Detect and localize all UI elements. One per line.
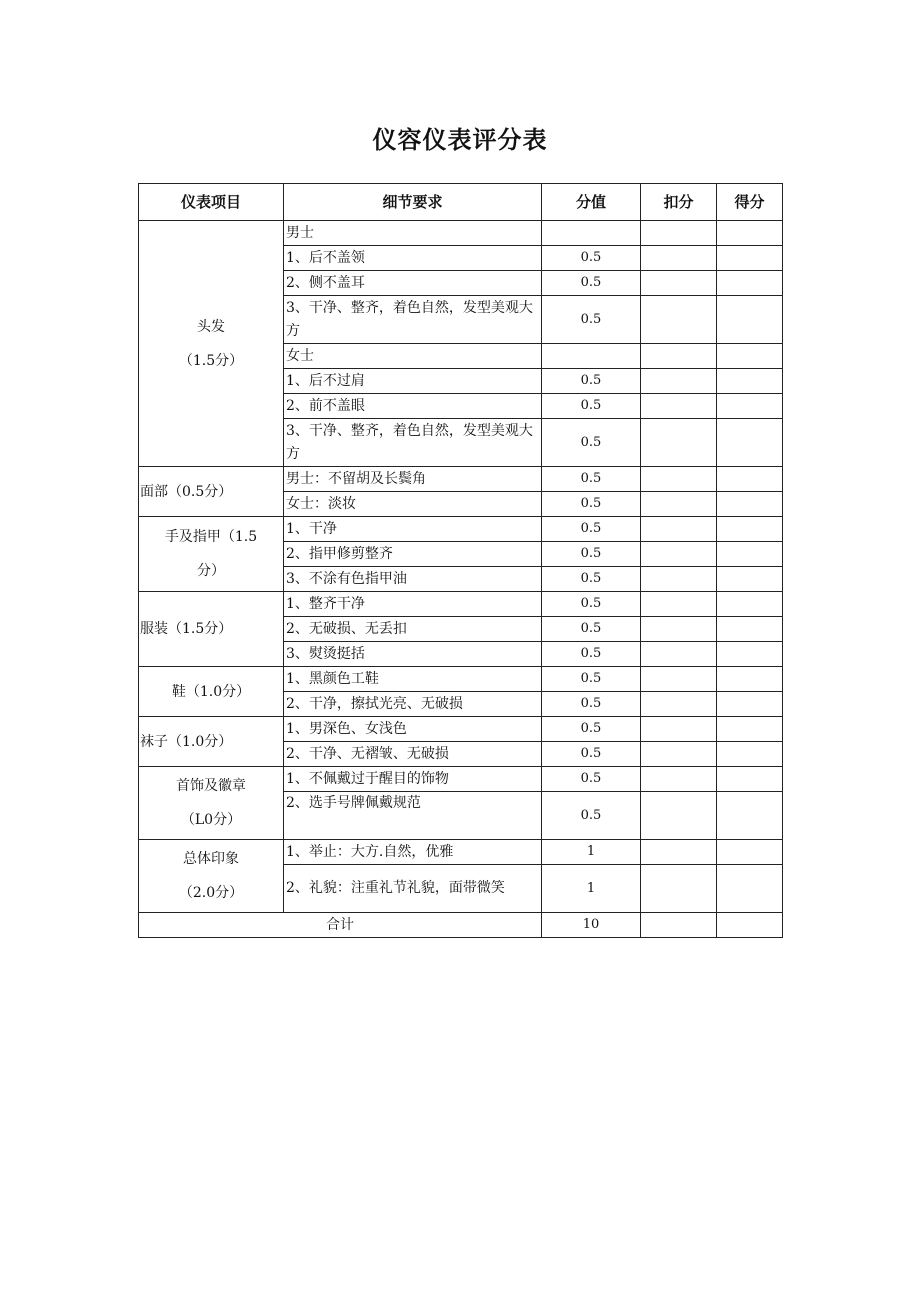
header-score: 分值	[542, 184, 641, 221]
score-cell: 0.5	[542, 271, 641, 296]
deduct-cell[interactable]	[641, 642, 717, 667]
detail-cell: 女士	[284, 344, 542, 369]
deduct-cell[interactable]	[641, 369, 717, 394]
table-row	[139, 221, 783, 246]
detail-cell: 1、干净	[284, 517, 542, 542]
table-row	[139, 467, 783, 492]
got-cell[interactable]	[717, 221, 783, 246]
deduct-cell[interactable]	[641, 344, 717, 369]
table-row	[139, 517, 783, 542]
total-label: 合计	[139, 913, 542, 938]
detail-cell: 3、熨烫挺括	[284, 642, 542, 667]
detail-cell: 女士：淡妆	[284, 492, 542, 517]
deduct-cell[interactable]	[641, 692, 717, 717]
detail-cell: 1、后不盖领	[284, 246, 542, 271]
category-overall-points: （2.0分）	[178, 885, 244, 901]
detail-cell: 2、前不盖眼	[284, 394, 542, 419]
deduct-cell[interactable]	[641, 865, 717, 913]
got-cell[interactable]	[717, 792, 783, 840]
detail-cell: 1、举止：大方.自然，优雅	[284, 840, 542, 865]
deduct-cell[interactable]	[641, 492, 717, 517]
score-cell: 0.5	[542, 717, 641, 742]
detail-cell: 男士：不留胡及长鬓角	[284, 467, 542, 492]
deduct-cell[interactable]	[641, 394, 717, 419]
deduct-cell[interactable]	[641, 717, 717, 742]
got-cell[interactable]	[717, 271, 783, 296]
got-cell[interactable]	[717, 767, 783, 792]
category-hair-points: （1.5分）	[178, 352, 244, 369]
category-face: 面部（0.5分）	[139, 467, 284, 517]
got-cell[interactable]	[717, 840, 783, 865]
detail-cell: 2、指甲修剪整齐	[284, 542, 542, 567]
category-overall	[139, 840, 284, 913]
score-cell: 0.5	[542, 369, 641, 394]
deduct-cell[interactable]	[641, 296, 717, 344]
total-deduct-cell[interactable]	[641, 913, 717, 938]
header-item: 仪表项目	[139, 184, 284, 221]
score-cell: 0.5	[542, 767, 641, 792]
table-row	[139, 767, 783, 792]
category-overall-name: 总体印象	[183, 851, 239, 867]
header-row	[139, 184, 783, 221]
score-cell: 1	[542, 865, 641, 913]
table-row	[139, 592, 783, 617]
score-cell	[542, 221, 641, 246]
deduct-cell[interactable]	[641, 467, 717, 492]
score-cell: 0.5	[542, 467, 641, 492]
category-jewelry-name: 首饰及徽章	[176, 778, 246, 794]
got-cell[interactable]	[717, 467, 783, 492]
got-cell[interactable]	[717, 344, 783, 369]
category-socks: 袜子（1.0分）	[139, 717, 284, 767]
category-shoes: 鞋（1.0分）	[139, 667, 284, 717]
detail-cell: 1、男深色、女浅色	[284, 717, 542, 742]
detail-cell: 1、黑颜色工鞋	[284, 667, 542, 692]
page-title: 仪容仪表评分表	[372, 126, 548, 154]
got-cell[interactable]	[717, 717, 783, 742]
deduct-cell[interactable]	[641, 840, 717, 865]
deduct-cell[interactable]	[641, 246, 717, 271]
header-detail: 细节要求	[284, 184, 542, 221]
score-cell: 0.5	[542, 642, 641, 667]
deduct-cell[interactable]	[641, 667, 717, 692]
deduct-cell[interactable]	[641, 419, 717, 467]
deduct-cell[interactable]	[641, 221, 717, 246]
detail-cell: 2、干净，擦拭光亮、无破损	[284, 692, 542, 717]
detail-cell: 2、选手号牌佩戴规范	[284, 792, 542, 840]
deduct-cell[interactable]	[641, 271, 717, 296]
deduct-cell[interactable]	[641, 542, 717, 567]
total-got-cell[interactable]	[717, 913, 783, 938]
detail-cell: 1、后不过肩	[284, 369, 542, 394]
deduct-cell[interactable]	[641, 617, 717, 642]
got-cell[interactable]	[717, 667, 783, 692]
header-deduct: 扣分	[641, 184, 717, 221]
score-cell: 0.5	[542, 394, 641, 419]
got-cell[interactable]	[717, 369, 783, 394]
deduct-cell[interactable]	[641, 792, 717, 840]
score-cell: 0.5	[542, 492, 641, 517]
category-clothes: 服装（1.5分）	[139, 592, 284, 667]
got-cell[interactable]	[717, 692, 783, 717]
header-got: 得分	[717, 184, 783, 221]
table-row	[139, 667, 783, 692]
score-cell	[542, 344, 641, 369]
got-cell[interactable]	[717, 394, 783, 419]
detail-cell: 1、整齐干净	[284, 592, 542, 617]
deduct-cell[interactable]	[641, 592, 717, 617]
table-row	[139, 717, 783, 742]
deduct-cell[interactable]	[641, 767, 717, 792]
got-cell[interactable]	[717, 517, 783, 542]
got-cell[interactable]	[717, 492, 783, 517]
detail-cell: 3、干净、整齐，着色自然，发型美观大方	[284, 296, 542, 344]
got-cell[interactable]	[717, 642, 783, 667]
category-jewelry-points: （L0分）	[180, 812, 242, 828]
score-cell: 0.5	[542, 692, 641, 717]
category-hair-name: 头发	[197, 318, 225, 335]
total-row	[139, 913, 783, 938]
detail-cell: 男士	[284, 221, 542, 246]
deduct-cell[interactable]	[641, 742, 717, 767]
got-cell[interactable]	[717, 246, 783, 271]
score-table	[138, 183, 783, 938]
table-row	[139, 840, 783, 865]
score-cell: 0.5	[542, 517, 641, 542]
detail-cell: 3、不涂有色指甲油	[284, 567, 542, 592]
score-cell: 0.5	[542, 792, 641, 840]
got-cell[interactable]	[717, 296, 783, 344]
got-cell[interactable]	[717, 592, 783, 617]
score-cell: 0.5	[542, 617, 641, 642]
score-cell: 0.5	[542, 567, 641, 592]
category-jewelry	[139, 767, 284, 840]
detail-cell: 1、不佩戴过于醒目的饰物	[284, 767, 542, 792]
got-cell[interactable]	[717, 419, 783, 467]
score-cell: 1	[542, 840, 641, 865]
score-cell: 0.5	[542, 246, 641, 271]
score-cell: 0.5	[542, 419, 641, 467]
detail-cell: 2、礼貌：注重礼节礼貌，面带微笑	[284, 865, 542, 913]
detail-cell: 2、无破损、无丢扣	[284, 617, 542, 642]
score-cell: 0.5	[542, 667, 641, 692]
deduct-cell[interactable]	[641, 517, 717, 542]
got-cell[interactable]	[717, 542, 783, 567]
deduct-cell[interactable]	[641, 567, 717, 592]
got-cell[interactable]	[717, 567, 783, 592]
category-hands-line2: 分）	[197, 563, 225, 579]
category-hair	[139, 221, 284, 467]
got-cell[interactable]	[717, 617, 783, 642]
score-cell: 0.5	[542, 542, 641, 567]
category-hands	[139, 517, 284, 592]
total-score: 10	[542, 913, 641, 938]
score-cell: 0.5	[542, 296, 641, 344]
score-cell: 0.5	[542, 592, 641, 617]
detail-cell: 3、干净、整齐，着色自然，发型美观大方	[284, 419, 542, 467]
detail-cell: 2、侧不盖耳	[284, 271, 542, 296]
score-cell: 0.5	[542, 742, 641, 767]
got-cell[interactable]	[717, 742, 783, 767]
category-hands-line1: 手及指甲（1.5	[164, 529, 258, 545]
got-cell[interactable]	[717, 865, 783, 913]
detail-cell: 2、干净、无褶皱、无破损	[284, 742, 542, 767]
